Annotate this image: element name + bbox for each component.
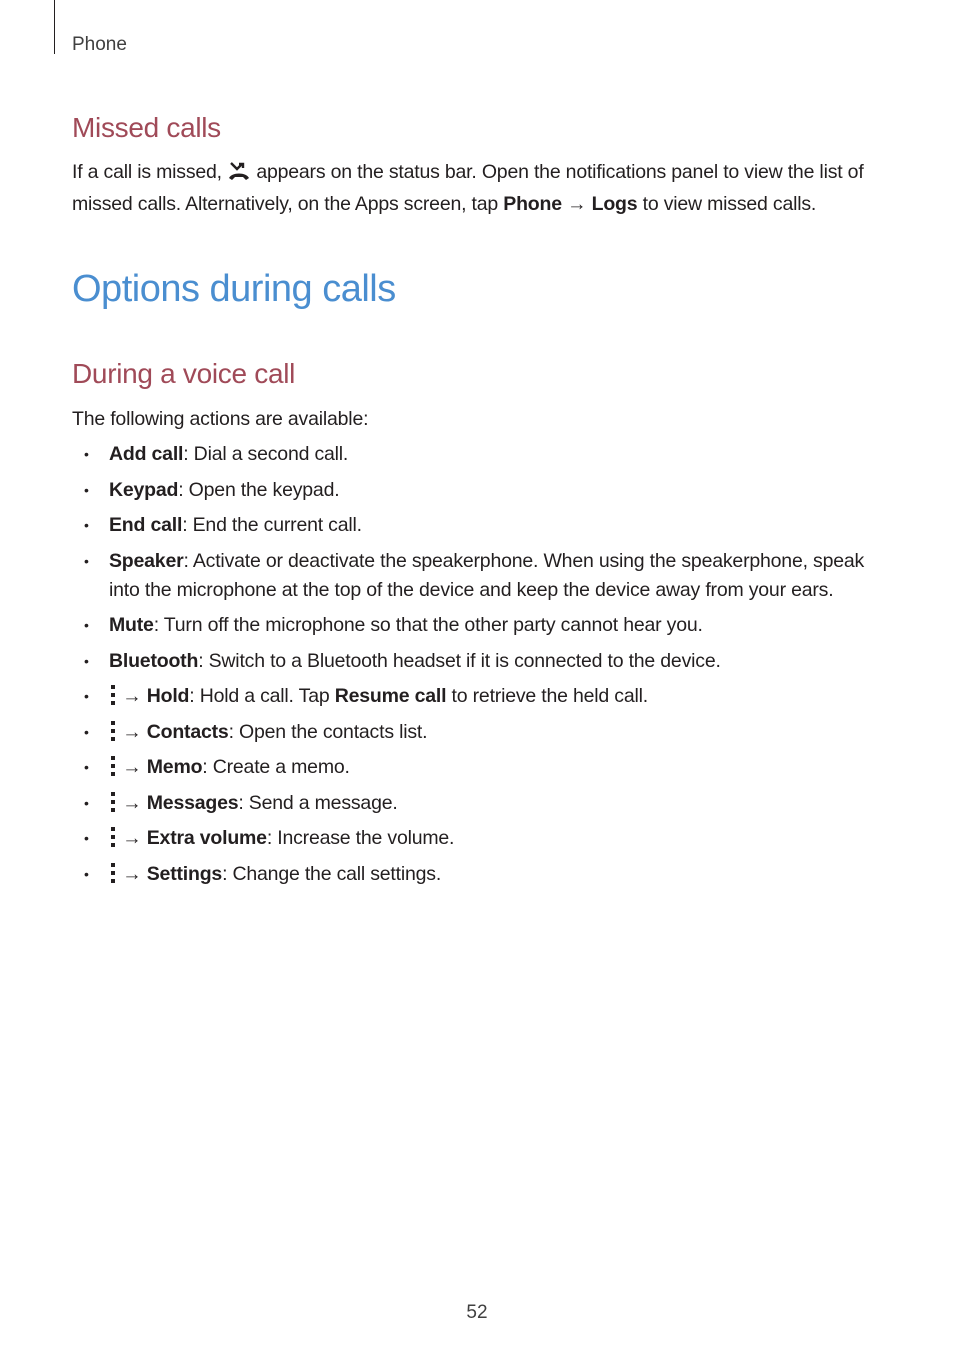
resume-call-label: Resume call [334, 685, 447, 707]
actions-list [72, 440, 892, 895]
list-item [72, 511, 892, 540]
item-description: : Activate or deactivate the speakerphone. When using the speakerphone, speak into the microphone at the top of the device and keep the device away from your ears. [109, 549, 865, 601]
list-item [72, 476, 892, 505]
list-item [72, 789, 892, 818]
item-description: : Hold a call. Tap [189, 685, 335, 707]
options-during-calls-heading: Options during calls [72, 268, 396, 310]
item-description: to retrieve the held call. [446, 685, 648, 707]
arrow: → [561, 193, 592, 215]
missed-call-icon [227, 161, 251, 190]
item-label: Hold [146, 685, 190, 707]
list-item [72, 647, 892, 676]
missed-calls-heading: Missed calls [72, 112, 221, 143]
more-options-icon [109, 826, 117, 848]
more-options-icon [109, 791, 117, 813]
arrow: → [117, 756, 147, 778]
bullet-dot: • [84, 830, 89, 846]
item-description: : Turn off the microphone so that the other party cannot hear you. [153, 614, 703, 636]
item-description: : Send a message. [238, 791, 398, 814]
more-options-icon [109, 755, 117, 777]
voice-call-heading: During a voice call [72, 358, 296, 389]
more-options-icon [109, 684, 117, 706]
header-rule [54, 0, 55, 54]
bullet-dot: • [84, 723, 89, 740]
item-description: : Open the keypad. [178, 478, 340, 501]
item-label: Keypad [109, 478, 179, 501]
item-description: : Create a memo. [202, 756, 350, 778]
item-label: Contacts [146, 720, 229, 743]
missed-calls-paragraph [72, 158, 892, 219]
arrow: → [117, 720, 147, 743]
item-description: : Switch to a Bluetooth headset if it is connected to the device. [198, 649, 721, 672]
bullet-dot: • [84, 794, 89, 811]
bullet-dot: • [84, 759, 89, 775]
more-options-icon [109, 862, 117, 884]
item-label: Messages [146, 791, 239, 814]
list-item [72, 718, 892, 747]
item-label: Extra volume [146, 827, 267, 849]
voice-call-intro: The following actions are available: [72, 408, 369, 430]
list-item [72, 611, 892, 640]
phone-label: Phone [503, 193, 562, 215]
bullet-dot: • [84, 617, 89, 633]
arrow: → [117, 862, 147, 885]
logs-label: Logs [591, 193, 638, 215]
arrow: → [117, 791, 147, 814]
missed-text-1: If a call is missed, [72, 161, 228, 183]
item-label: End call [109, 514, 183, 536]
bullet-dot: • [84, 652, 89, 669]
bullet-dot: • [84, 481, 89, 498]
item-description: : Open the contacts list. [228, 720, 428, 743]
more-options-icon [109, 720, 117, 742]
item-label: Mute [109, 614, 154, 636]
bullet-dot: • [84, 865, 89, 882]
item-label: Memo [146, 756, 203, 778]
bullet-dot: • [84, 552, 89, 569]
item-label: Add call [109, 443, 184, 465]
missed-text-2: appears on the status bar. Open the notifications panel to view the list of missed calls. Alternatively, on the Apps screen, tap [72, 161, 864, 215]
bullet-dot: • [84, 517, 89, 533]
arrow: → [117, 827, 147, 849]
list-item [72, 824, 892, 853]
list-item [72, 682, 892, 711]
item-label: Settings [146, 862, 223, 885]
arrow: → [117, 685, 147, 707]
list-item [72, 753, 892, 782]
item-description: : Dial a second call. [183, 443, 349, 465]
item-label: Bluetooth [109, 649, 199, 672]
item-description: : Change the call settings. [222, 862, 442, 885]
list-item [72, 547, 892, 605]
list-item [72, 860, 892, 889]
page-number: 52 [466, 1302, 488, 1323]
item-description: : End the current call. [182, 514, 362, 536]
missed-text-3: to view missed calls. [637, 193, 817, 215]
item-description: : Increase the volume. [266, 827, 455, 849]
section-header: Phone [72, 34, 127, 55]
bullet-dot: • [84, 446, 89, 462]
item-label: Speaker [109, 549, 184, 572]
list-item [72, 440, 892, 469]
bullet-dot: • [84, 688, 89, 704]
